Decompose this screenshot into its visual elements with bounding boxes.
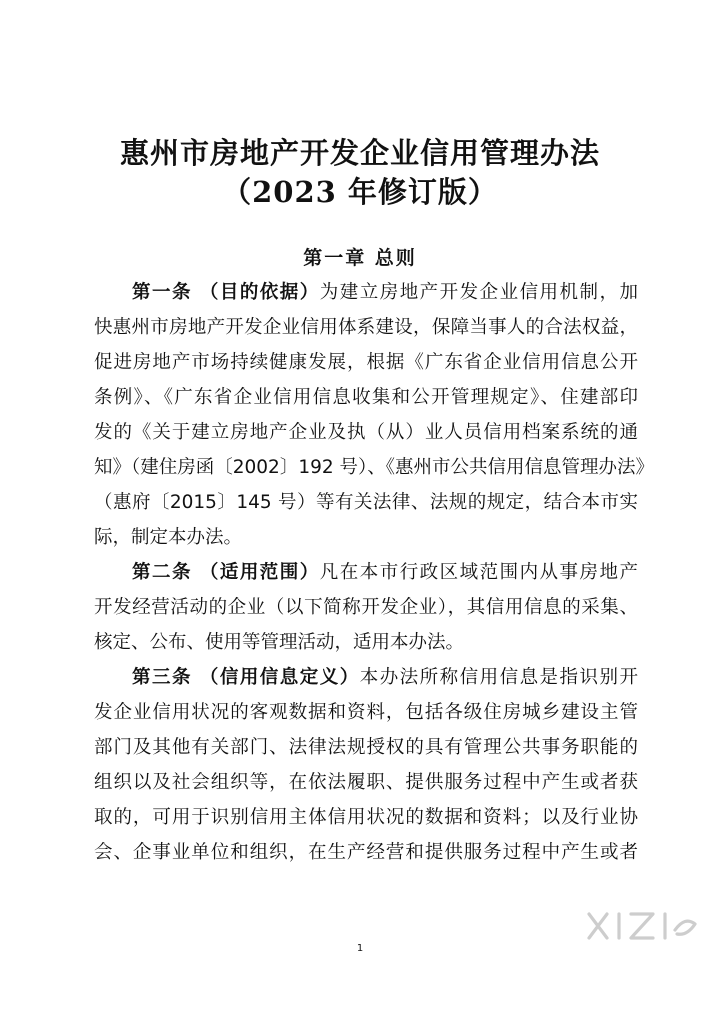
paragraph-line: （惠府〔2015〕145 号）等有关法律、法规的规定，结合本市实 — [94, 492, 638, 513]
paragraph-line: 组织以及社会组织等，在依法履职、提供服务过程中产生或者获 — [94, 772, 638, 793]
document-title: 惠州市房地产开发企业信用管理办法 — [119, 136, 600, 170]
paragraph-line: 快惠州市房地产开发企业信用体系建设，保障当事人的合法权益， — [94, 317, 638, 338]
paragraph-line: 部门及其他有关部门、法律法规授权的具有管理公共事务职能的 — [94, 737, 638, 758]
paragraph-line: 会、企事业单位和组织，在生产经营和提供服务过程中产生或者 — [94, 842, 638, 863]
article2-line1 — [132, 558, 638, 588]
page-number: 1 — [356, 943, 364, 954]
article3-line1 — [132, 663, 638, 693]
paragraph-line: 发的《关于建立房地产企业及执（从）业人员信用档案系统的通 — [94, 422, 638, 443]
paragraph-line: 际，制定本办法。 — [94, 527, 243, 548]
article2-heading: 第二条 （适用范围） — [132, 562, 320, 583]
paragraph-line: 知》（建住房函〔2002〕192 号）、《惠州市公共信用信息管理办法》 — [94, 457, 655, 478]
article3-text: 本办法所称信用信息是指识别开 — [359, 667, 638, 688]
article1-heading: 第一条 （目的依据） — [132, 282, 320, 303]
paragraph-line: 促进房地产市场持续健康发展，根据《广东省企业信用信息公开 — [94, 352, 638, 373]
paragraph-line: 取的，可用于识别信用主体信用状况的数据和资料；以及行业协 — [94, 807, 638, 828]
paragraph-line: 条例》、《广东省企业信用信息收集和公开管理规定》、住建部印 — [94, 387, 638, 408]
xizi-watermark-logo — [583, 906, 701, 946]
article3-heading: 第三条 （信用信息定义） — [132, 667, 360, 688]
chapter-heading: 第一章 总则 — [303, 247, 417, 269]
paragraph-line: 发企业信用状况的客观数据和资料，包括各级住房城乡建设主管 — [94, 702, 638, 723]
document-subtitle: （2023 年修订版） — [222, 175, 498, 209]
paragraph-line: 开发经营活动的企业（以下简称开发企业），其信用信息的采集、 — [94, 597, 638, 618]
article2-text: 凡在本市行政区域范围内从事房地产 — [319, 562, 638, 583]
article1-text: 为建立房地产开发企业信用机制，加 — [319, 282, 638, 303]
paragraph-line: 核定、公布、使用等管理活动，适用本办法。 — [94, 632, 465, 653]
article1-line1 — [132, 278, 638, 308]
